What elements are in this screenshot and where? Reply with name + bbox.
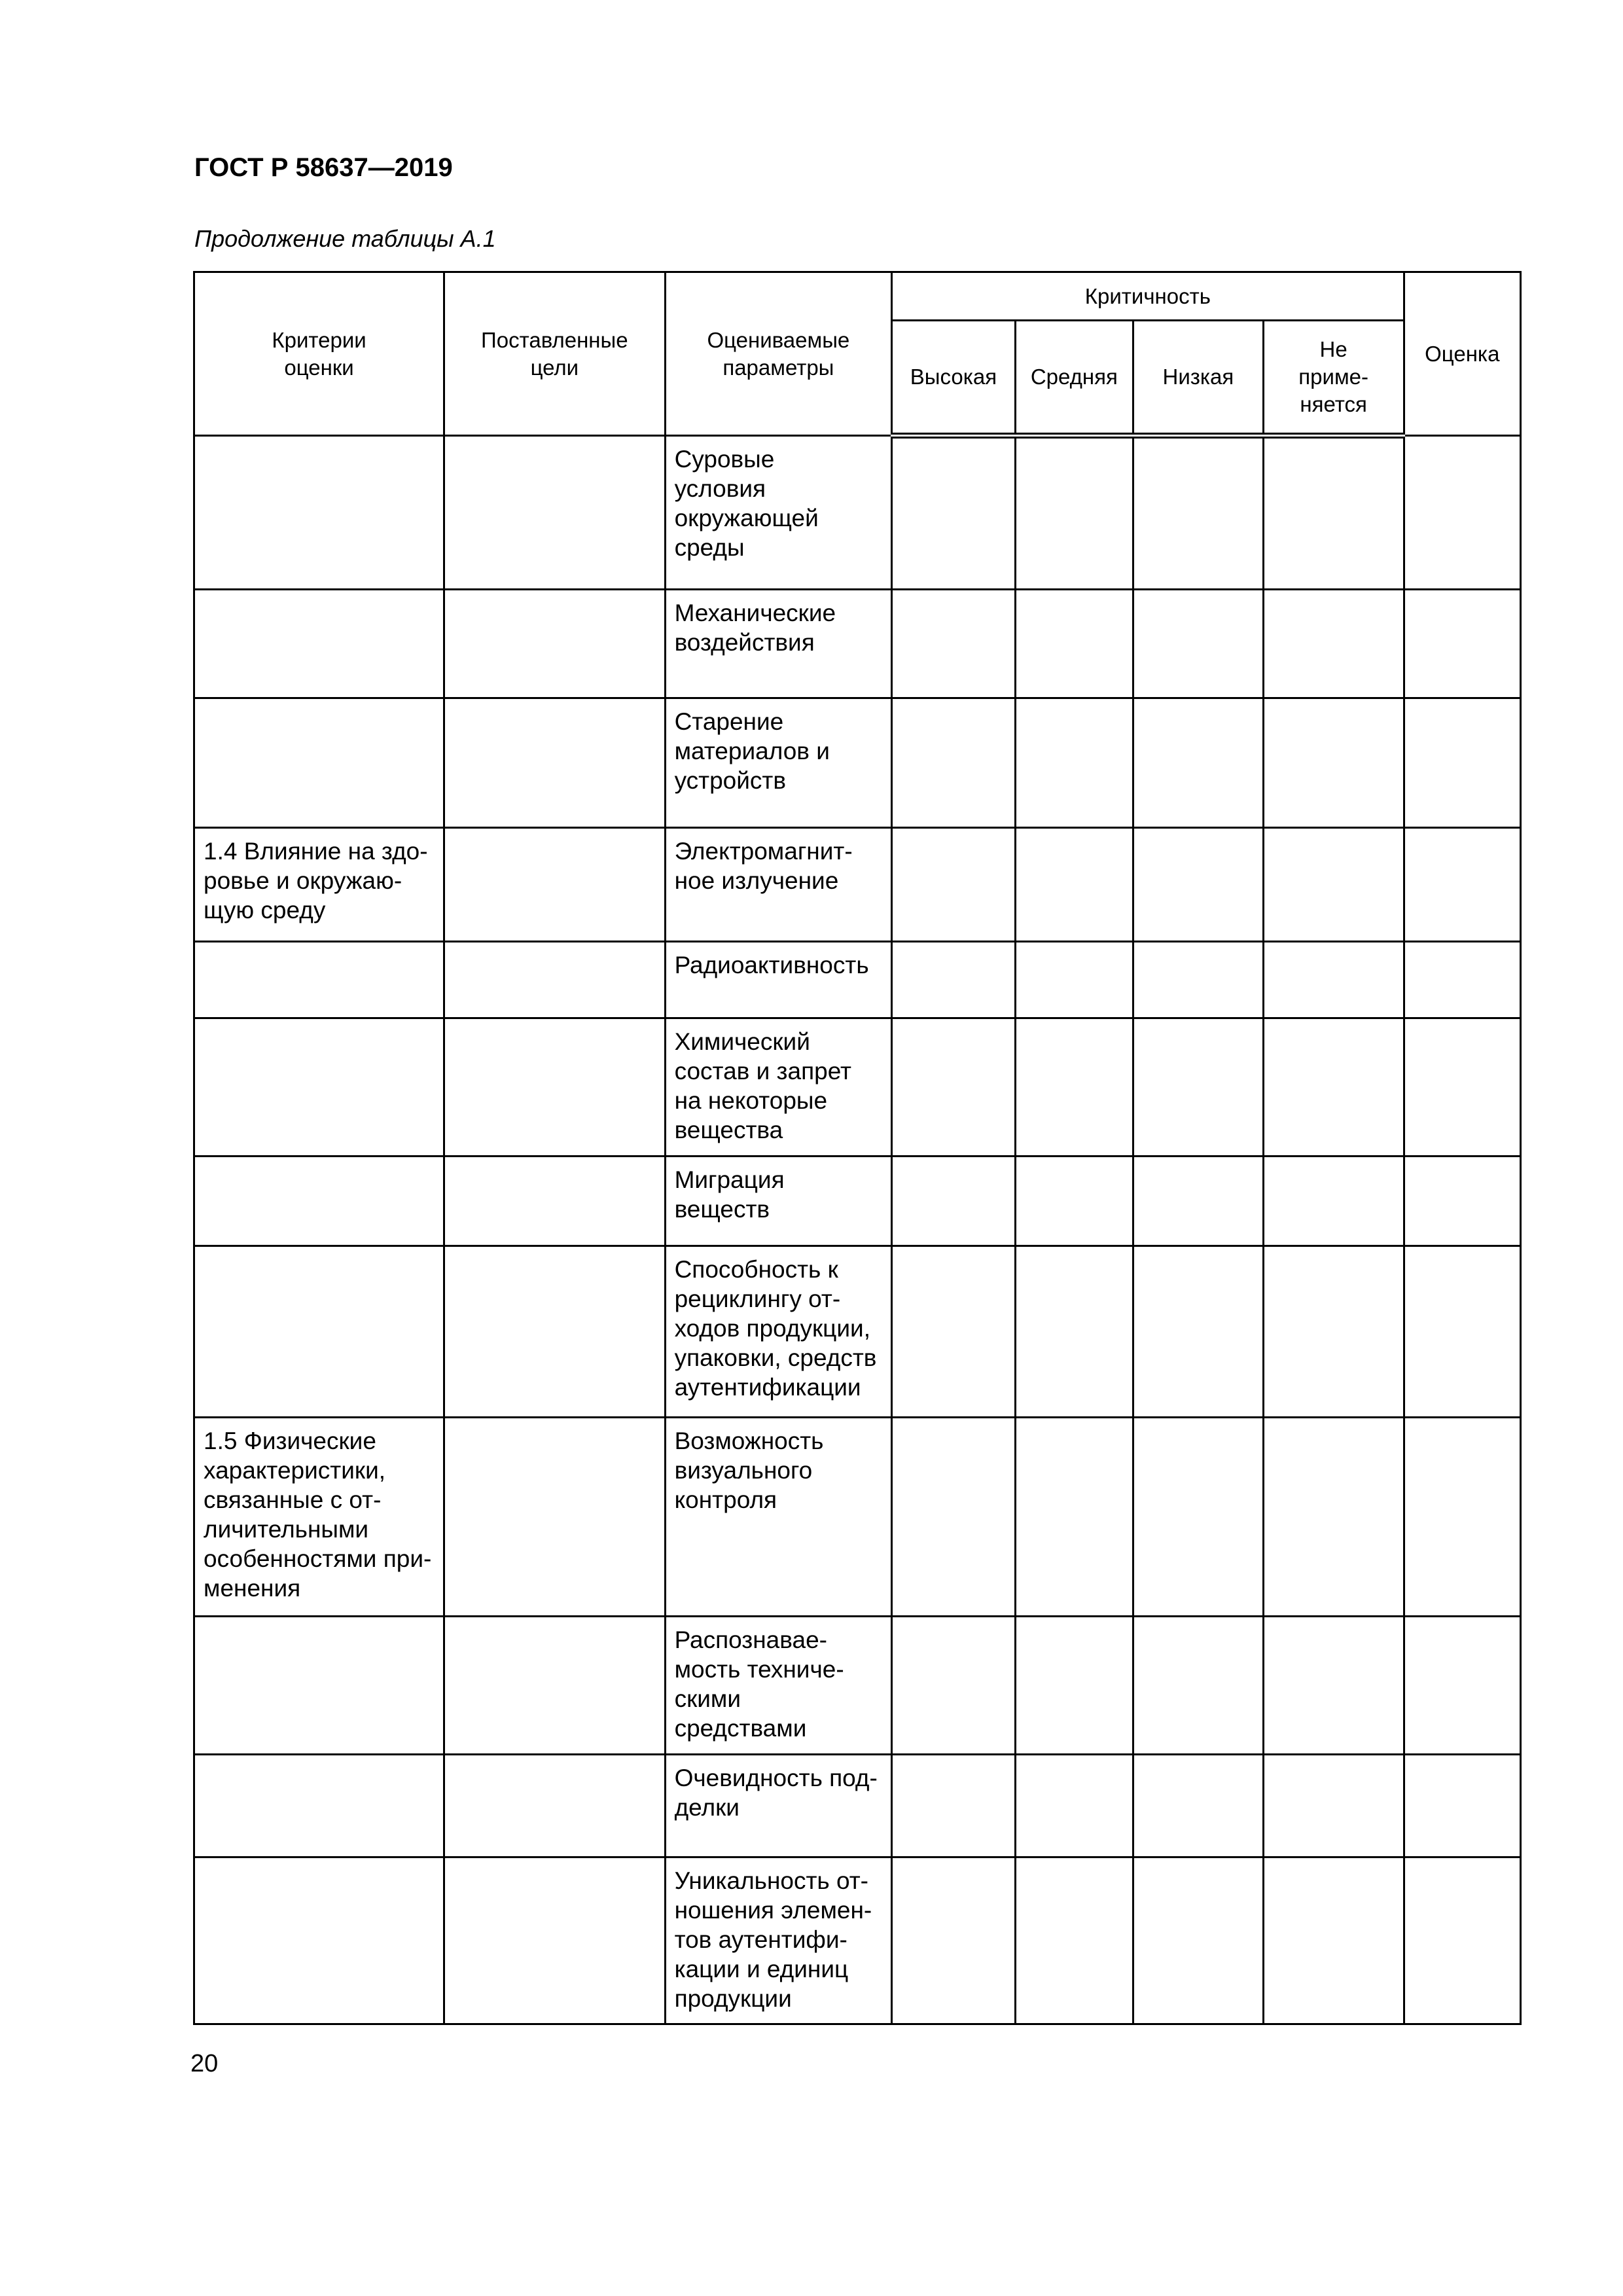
criteria-cell <box>194 1018 444 1157</box>
param-cell: Очевидность под- делки <box>665 1755 892 1857</box>
low-cell <box>1133 942 1264 1018</box>
goals-cell <box>444 590 665 698</box>
medium-cell <box>1015 436 1133 590</box>
param-cell: Химический состав и запрет на некоторые вещества <box>665 1018 892 1157</box>
table-row <box>194 698 1521 828</box>
page-number: 20 <box>190 2050 219 2077</box>
table-row <box>194 1418 1521 1617</box>
score-cell <box>1404 1157 1520 1246</box>
param-cell: Миграция веществ <box>665 1157 892 1246</box>
table-row <box>194 1018 1521 1157</box>
score-cell <box>1404 1857 1520 2024</box>
param-cell: Способность к рециклингу от- ходов продукции, упаковки, средств аутентификации <box>665 1246 892 1418</box>
goals-cell <box>444 1755 665 1857</box>
table-row <box>194 436 1521 590</box>
column-header-high: Высокая <box>892 321 1016 436</box>
not-applicable-cell <box>1263 1157 1404 1246</box>
goals-cell <box>444 1617 665 1755</box>
low-cell <box>1133 1755 1264 1857</box>
goals-cell <box>444 1246 665 1418</box>
low-cell <box>1133 1857 1264 2024</box>
criteria-cell <box>194 1157 444 1246</box>
not-applicable-cell <box>1263 436 1404 590</box>
criteria-cell <box>194 698 444 828</box>
low-cell <box>1133 436 1264 590</box>
criteria-cell <box>194 1617 444 1755</box>
high-cell <box>892 436 1016 590</box>
criteria-cell <box>194 590 444 698</box>
column-header-params: Оцениваемые параметры <box>665 272 892 436</box>
low-cell <box>1133 1246 1264 1418</box>
medium-cell <box>1015 1018 1133 1157</box>
low-cell <box>1133 828 1264 942</box>
param-cell: Старение материалов и устройств <box>665 698 892 828</box>
table-row <box>194 590 1521 698</box>
param-cell: Распознавае- мость техниче- скими средствами <box>665 1617 892 1755</box>
medium-cell <box>1015 1617 1133 1755</box>
high-cell <box>892 1157 1016 1246</box>
high-cell <box>892 1617 1016 1755</box>
medium-cell <box>1015 1418 1133 1617</box>
not-applicable-cell <box>1263 698 1404 828</box>
table-row <box>194 942 1521 1018</box>
not-applicable-cell <box>1263 1617 1404 1755</box>
high-cell <box>892 1418 1016 1617</box>
high-cell <box>892 590 1016 698</box>
medium-cell <box>1015 698 1133 828</box>
medium-cell <box>1015 590 1133 698</box>
table-row <box>194 828 1521 942</box>
score-cell <box>1404 436 1520 590</box>
param-cell: Радиоактивность <box>665 942 892 1018</box>
high-cell <box>892 1246 1016 1418</box>
column-header-score: Оценка <box>1404 272 1520 436</box>
param-cell: Возможность визуального контроля <box>665 1418 892 1617</box>
goals-cell <box>444 942 665 1018</box>
column-header-not-applicable: Не приме- няется <box>1263 321 1404 436</box>
param-cell: Уникальность от- ношения элемен- тов аутентифи- кации и единиц продукции <box>665 1857 892 2024</box>
high-cell <box>892 1018 1016 1157</box>
criteria-cell <box>194 1246 444 1418</box>
score-cell <box>1404 698 1520 828</box>
not-applicable-cell <box>1263 1857 1404 2024</box>
param-cell: Механические воздействия <box>665 590 892 698</box>
medium-cell <box>1015 1246 1133 1418</box>
table-row <box>194 1246 1521 1418</box>
low-cell <box>1133 1617 1264 1755</box>
score-cell <box>1404 1018 1520 1157</box>
score-cell <box>1404 1418 1520 1617</box>
score-cell <box>1404 1246 1520 1418</box>
high-cell <box>892 942 1016 1018</box>
high-cell <box>892 698 1016 828</box>
low-cell <box>1133 1018 1264 1157</box>
column-header-criticality: Критичность <box>892 272 1404 321</box>
table-row <box>194 1157 1521 1246</box>
param-cell: Электромагнит- ное излучение <box>665 828 892 942</box>
low-cell <box>1133 1418 1264 1617</box>
medium-cell <box>1015 1157 1133 1246</box>
table-row <box>194 1617 1521 1755</box>
not-applicable-cell <box>1263 1755 1404 1857</box>
score-cell <box>1404 1617 1520 1755</box>
table-row <box>194 1857 1521 2024</box>
score-cell <box>1404 1755 1520 1857</box>
table-row <box>194 1755 1521 1857</box>
medium-cell <box>1015 828 1133 942</box>
medium-cell <box>1015 942 1133 1018</box>
goals-cell <box>444 828 665 942</box>
document-code: ГОСТ Р 58637—2019 <box>194 153 453 182</box>
column-header-low: Низкая <box>1133 321 1264 436</box>
goals-cell <box>444 698 665 828</box>
table-body <box>194 436 1521 2024</box>
criteria-cell <box>194 1857 444 2024</box>
evaluation-table <box>193 271 1522 2025</box>
score-cell <box>1404 590 1520 698</box>
criteria-cell <box>194 1755 444 1857</box>
criteria-cell <box>194 942 444 1018</box>
table-caption: Продолжение таблицы А.1 <box>194 225 496 252</box>
column-header-goals: Поставленные цели <box>444 272 665 436</box>
low-cell <box>1133 590 1264 698</box>
goals-cell <box>444 1857 665 2024</box>
high-cell <box>892 1857 1016 2024</box>
criteria-cell: 1.5 Физические характеристики, связанные с от- личительными особенностями при- менения <box>194 1418 444 1617</box>
goals-cell <box>444 1018 665 1157</box>
goals-cell <box>444 1418 665 1617</box>
medium-cell <box>1015 1857 1133 2024</box>
low-cell <box>1133 1157 1264 1246</box>
param-cell: Суровые условия окружающей среды <box>665 436 892 590</box>
score-cell <box>1404 942 1520 1018</box>
goals-cell <box>444 1157 665 1246</box>
score-cell <box>1404 828 1520 942</box>
criteria-cell: 1.4 Влияние на здо- ровье и окружаю- щую среду <box>194 828 444 942</box>
not-applicable-cell <box>1263 1018 1404 1157</box>
not-applicable-cell <box>1263 1418 1404 1617</box>
high-cell <box>892 1755 1016 1857</box>
not-applicable-cell <box>1263 828 1404 942</box>
not-applicable-cell <box>1263 1246 1404 1418</box>
low-cell <box>1133 698 1264 828</box>
criteria-cell <box>194 436 444 590</box>
column-header-medium: Средняя <box>1015 321 1133 436</box>
goals-cell <box>444 436 665 590</box>
not-applicable-cell <box>1263 590 1404 698</box>
not-applicable-cell <box>1263 942 1404 1018</box>
high-cell <box>892 828 1016 942</box>
medium-cell <box>1015 1755 1133 1857</box>
column-header-criteria: Критерии оценки <box>194 272 444 436</box>
